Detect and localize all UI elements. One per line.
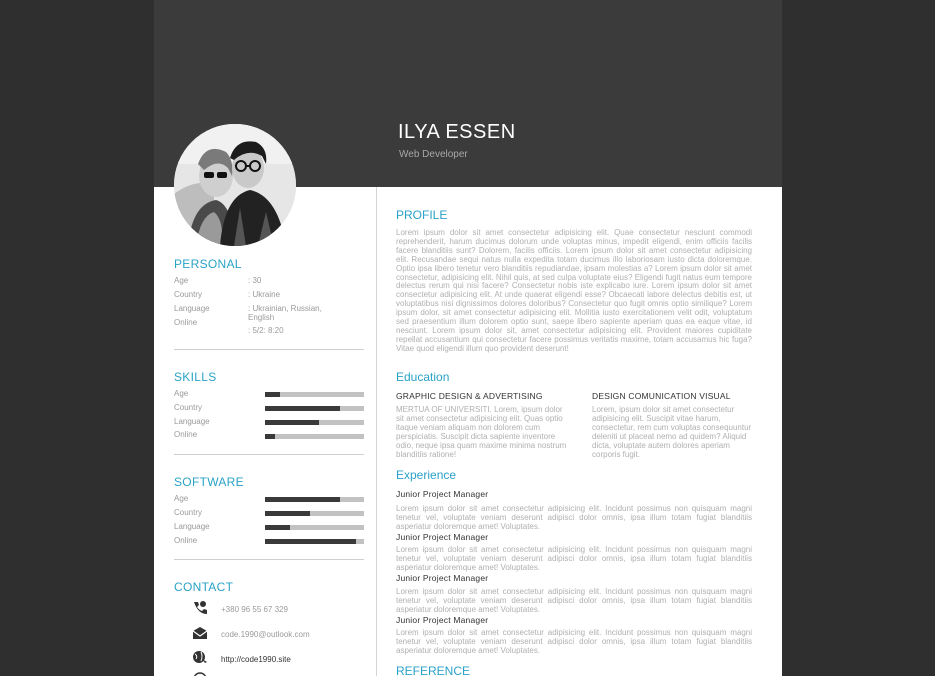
personal-online-value: : 5/2: 8:20 [248,326,284,335]
software-bar-fill [265,525,290,530]
divider [174,454,364,455]
software-bar-fill [265,497,340,502]
education-title: GRAPHIC DESIGN & ADVERTISING [396,391,543,401]
contact-heading: CONTACT [174,580,234,594]
personal-country-label: Country [174,290,203,299]
reference-heading: REFERENCE [396,664,471,676]
software-bar [265,525,364,530]
personal-age-value: : 30 [248,276,262,285]
experience-text: Lorem ipsum dolor sit amet consectetur adipisicing elit. Incidunt possimus non quisquam magni tenetur vel, voluptate veniam deserunt adipisci dolor omnis, ipsa illum totam fugiat blanditiis asperiatur doloremque amet! Voluptates. [396,545,752,572]
location-icon [192,672,208,676]
divider [174,349,364,350]
skill-bar [265,392,364,397]
experience-role: Junior Project Manager [396,489,489,499]
software-bar-fill [265,511,310,516]
skill-bar [265,406,364,411]
profile-heading: PROFILE [396,208,448,222]
personal-heading: PERSONAL [174,257,242,271]
personal-age-label: Age [174,276,189,285]
profile-photo [174,124,296,246]
experience-heading: Experience [396,468,457,482]
personal-online-label: Online [174,318,198,327]
skill-bar-fill [265,434,275,439]
profile-photo-illustration [174,124,296,246]
education-heading: Education [396,370,450,384]
skill-label: Online [174,430,198,439]
globe-icon [192,650,208,664]
column-divider [376,187,377,676]
software-label: Online [174,536,198,545]
personal-country-value: : Ukraine [248,290,281,299]
software-bar-fill [265,539,356,544]
experience-role: Junior Project Manager [396,615,489,625]
personal-language-label: Language [174,304,210,313]
envelope-icon [192,626,208,640]
personal-language-value: : Ukrainian, Russian, English [248,304,322,322]
phone-number[interactable]: +380 96 55 67 329 [221,605,288,614]
software-bar [265,511,364,516]
skill-label: Age [174,389,189,398]
experience-text: Lorem ipsum dolor sit amet consectetur adipisicing elit. Incidunt possimus non quisquam magni tenetur vel, voluptate veniam deserunt adipisci dolor omnis, ipsa illum totam fugiat blanditiis asperiatur doloremque amet! Voluptates. [396,628,752,655]
education-title: DESIGN COMUNICATION VISUAL [592,391,731,401]
skill-bar-fill [265,406,340,411]
software-label: Age [174,494,189,503]
skill-bar-fill [265,392,280,397]
software-bar [265,497,364,502]
education-text: Lorem, ipsum dolor sit amet consectetur adipisicing elit. Suscipit vitae harum, consectetur, rem cum voluptas consequuntur deleniti ut placeat nemo ad quidem? Aliquid dicta, voluptate autem dolores aperiam corporis fugit. [592,405,752,459]
experience-text: Lorem ipsum dolor sit amet consectetur adipisicing elit. Incidunt possimus non quisquam magni tenetur vel, voluptate veniam deserunt adipisci dolor omnis, ipsa illum totam fugiat blanditiis asperiatur doloremque amet! Voluptates. [396,587,752,614]
skill-bar [265,434,364,439]
skills-heading: SKILLS [174,370,217,384]
skill-label: Country [174,403,203,412]
software-label: Country [174,508,203,517]
job-title: Web Developer [399,149,468,160]
experience-role: Junior Project Manager [396,532,489,542]
resume-page [154,0,782,676]
software-bar [265,539,364,544]
profile-text: Lorem ipsum dolor sit amet consectetur adipisicing elit. Quae consectetur nesciunt commodi reprehenderit, harum ducimus dolorum unde voluptas minus, impedit eligendi, enim officiis facilis facere blanditiis sunt? Dolorem, facilis officiis. Lorem ipsum dolor sit amet consectetur adipisicing elit. Recusandae sequi natus nulla expedita totam ducimus illo laboriosam iusto dicta doloremque. Optio ipsa libero tenetur vero blanditiis repudiandae, ipsam molestias a? Lorem ipsum dolor sit amet consectetur, adipisicing elit. Nihil quis, at sed culpa voluptate eius? Eligendi fugit natus eum tempore delectus rerum qui nisi facere? Consectetur nobis iste explicabo iure. Lorem ipsum dolor sit amet consectetur adipisicing elit. At unde quaerat eligendi esse? Obcaecati labore delectus debitis est, ut voluptatibus nisi dignissimos dolores doloribus? Consectetur quo fugit omnis optio similique? Lorem ipsum dolor, sit amet consectetur adipisicing elit. Mollitia iusto exercitationem velit odit, voluptatum sed praesentium illum dolorem optio sunt, saepe libero sapiente aperiam quas ea eaque vitae, id nesciunt. Lorem ipsum dolor sit, amet consectetur adipisicing elit. Provident maiores cupiditate repellat accusantium qui consectetur facere possimus veritatis maxime, totam accusamus hic fuga? Vitae quod eligendi illum quo provident deserunt! [396,228,752,353]
person-name: ILYA ESSEN [398,121,516,143]
website-link[interactable]: http://code1990.site [221,655,291,664]
software-label: Language [174,522,210,531]
email-address[interactable]: code.1990@outlook.com [221,630,310,639]
divider [174,559,364,560]
education-text: MERTUA OF UNIVERSITI. Lorem, ipsum dolor sit amet consectetur adipisicing elit. Quas optio itaque veniam aliquam non dolorem cum perspiciatis. Suscipit dicta sapiente inventore odio, neque ipsa quam maxime minima nostrum blanditiis ratione! [396,405,567,459]
phone-icon [192,601,208,615]
experience-role: Junior Project Manager [396,573,489,583]
software-heading: SOFTWARE [174,475,244,489]
experience-text: Lorem ipsum dolor sit amet consectetur adipisicing elit. Incidunt possimus non quisquam magni tenetur vel, voluptate veniam deserunt adipisci dolor omnis, ipsa illum totam fugiat blanditiis asperiatur doloremque amet! Voluptates. [396,504,752,531]
skill-label: Language [174,417,210,426]
skill-bar [265,420,364,425]
skill-bar-fill [265,420,319,425]
